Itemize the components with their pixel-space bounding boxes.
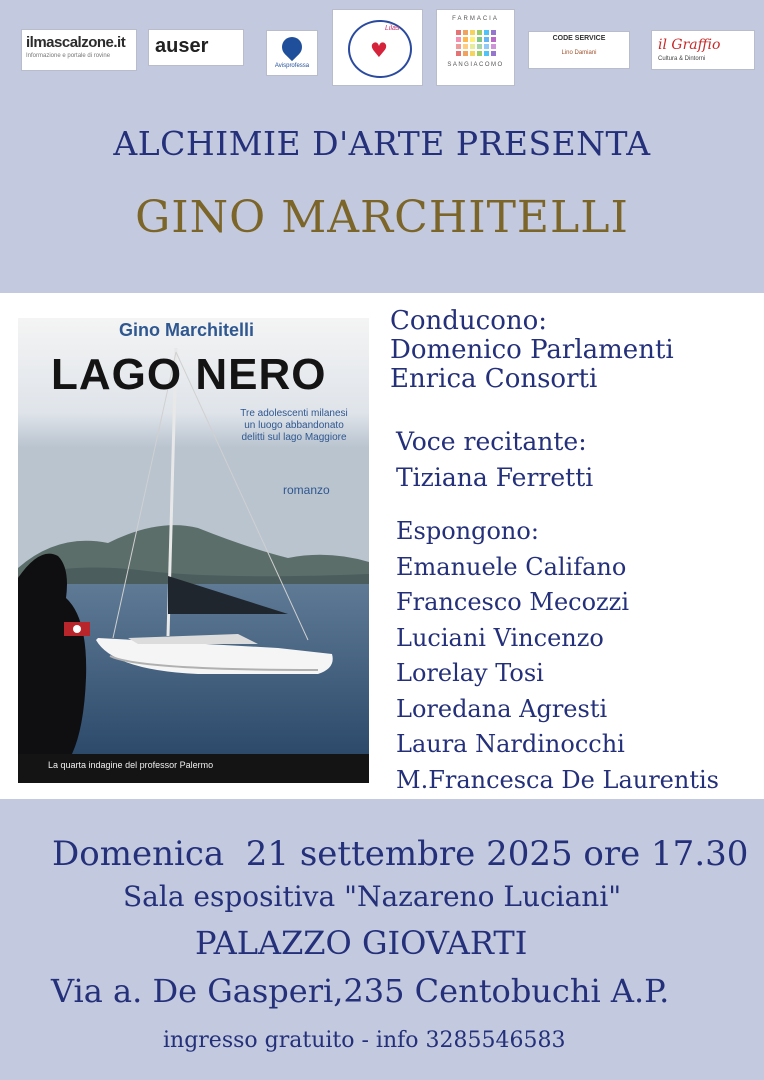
sponsor-logo-ilmascalzone: [21, 29, 137, 71]
sponsor-tagline: Informazione e portale di rovine: [26, 53, 111, 59]
sponsor-name: CODE SERVICE: [552, 35, 606, 42]
sponsor-logo-auser: [148, 29, 244, 66]
book-cover: [18, 318, 369, 783]
sponsor-subname: Lino Damiani: [561, 50, 597, 56]
sponsor-name: FARMACIA: [452, 16, 499, 22]
sponsor-logo-farmacia: [436, 9, 515, 86]
event-building: PALAZZO GIOVARTI: [195, 924, 528, 962]
pixel-grid-icon: [441, 30, 510, 56]
sponsor-logo-code-service: [528, 31, 630, 69]
hosts-block: [390, 307, 674, 394]
event-address: Via a. De Gasperi,235 Centobuchi A.P.: [51, 972, 670, 1010]
cover-genre: romanzo: [283, 483, 330, 497]
sponsor-name: Lilas: [385, 25, 400, 32]
cover-author: Gino Marchitelli: [119, 320, 255, 340]
sponsor-name: ilmascalzone.it: [26, 34, 126, 51]
event-entry-info: ingresso gratuito - info 3285546583: [163, 1028, 566, 1053]
voice-block: [396, 424, 593, 496]
sponsor-logo-lilas: [332, 9, 423, 86]
voice-name: Tiziana Ferretti: [396, 463, 594, 492]
exhibitor-name: Lorelay Tosi: [396, 659, 544, 687]
exhibitor-name: M.Francesca De Laurentis: [396, 765, 719, 794]
exhibitor-name: Emanuele Califano: [396, 552, 627, 581]
author-heading: GINO MARCHITELLI: [135, 192, 629, 243]
sponsor-name: auser: [155, 35, 209, 57]
exhibitor-name: Luciani Vincenzo: [396, 623, 604, 652]
presenter-heading: ALCHIMIE D'ARTE PRESENTA: [113, 124, 651, 163]
sponsor-logo-avis: [266, 30, 318, 76]
sponsor-name: Avisprofessa: [274, 63, 310, 69]
exhibitors-label: Espongono:: [396, 517, 539, 545]
exhibitor-name: Francesco Mecozzi: [396, 588, 630, 616]
sponsor-logo-il-graffio: [651, 30, 755, 70]
event-date: Domenica 21 settembre 2025 ore 17.30: [52, 834, 749, 874]
event-venue: Sala espositiva "Nazareno Luciani": [123, 880, 622, 913]
voice-label: Voce recitante:: [396, 427, 587, 456]
exhibitor-name: Loredana Agresti: [396, 694, 608, 723]
sponsor-subname: Cultura & Dintorni: [658, 56, 706, 62]
host-name: Enrica Consorti: [390, 364, 598, 394]
exhibitor-name: Laura Nardinocchi: [396, 730, 625, 758]
exhibitors-block: [396, 514, 719, 798]
hosts-label: Conducono:: [390, 306, 548, 336]
cover-tagline: Tre adolescenti milanesi un luogo abbandonato delitti sul lago Maggiore: [240, 408, 348, 443]
cover-title: LAGO NERO: [51, 350, 327, 399]
sponsor-name: il Graffio: [658, 37, 721, 53]
drop-icon: [278, 33, 306, 61]
host-name: Domenico Parlamenti: [390, 335, 674, 365]
heart-icon: ♥: [370, 38, 388, 62]
cover-footer-text: La quarta indagine del professor Palermo: [48, 760, 214, 770]
sponsor-subname: SANGIACOMO: [447, 62, 504, 68]
